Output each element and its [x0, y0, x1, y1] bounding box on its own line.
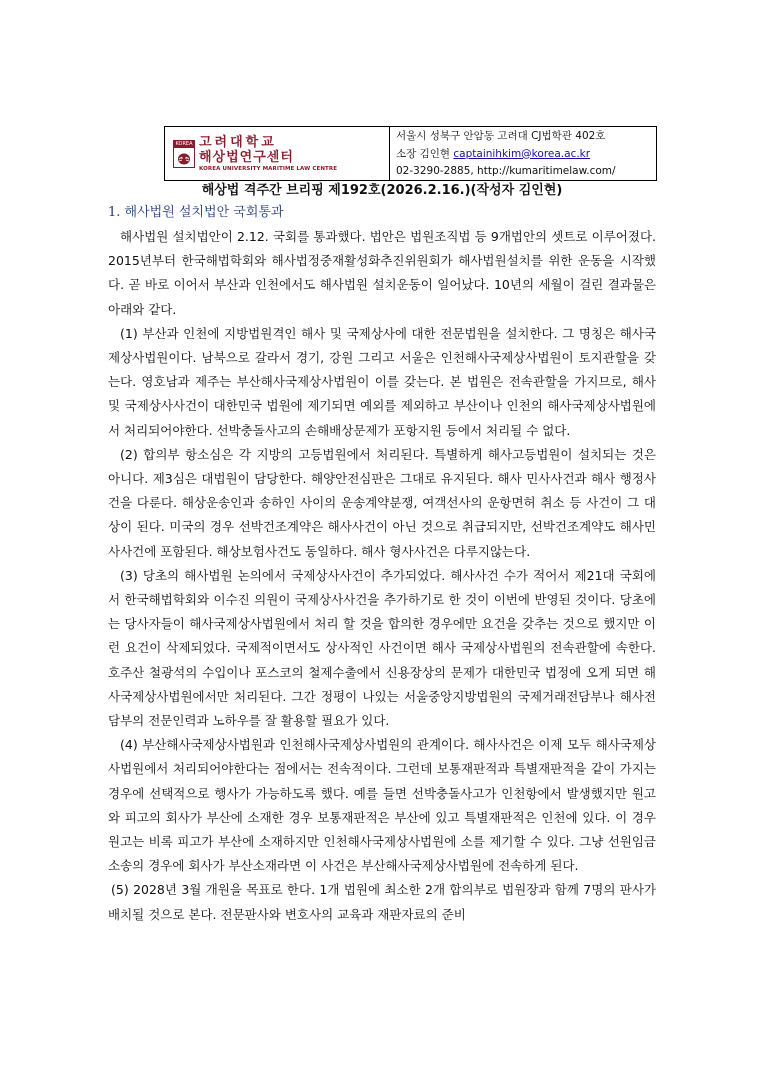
logo-text-block	[199, 135, 337, 173]
contact-info	[390, 127, 656, 180]
director-label: 소장 김인현	[396, 147, 454, 160]
paragraph: 해사법원 설치법안이 2.12. 국회를 통과했다. 법안은 법원조직법 등 9개법안의 셋트로 이루어졌다. 2015년부터 한국해법학회와 해사법정중재활성화추진위원회가 해사법원설치를 위한 운동을 시작했다. 곧 바로 이어서 부산과 인천에서도 해사법원 설치운동이 일어났다. 10년의 세월이 걸린 결과물은 아래와 같다.	[108, 229, 656, 317]
section-heading: 1. 해사법원 설치법안 국회통과	[108, 205, 284, 220]
director-line	[396, 146, 650, 164]
paragraph: (3) 당초의 해사법원 논의에서 국제상사사건이 추가되었다. 해사사건 수가 적어서 제21대 국회에서 한국해법학회와 이수진 의원이 국제상사사건을 추가하기로 한 것이 이번에 반영된 것이다. 당초에는 당사자들이 해사국제상사법원에서 처리 할 것을 합의한 경우에만 요건을 갖추는 것으로 했지만 이런 요건이 삭제되었다. 국제적이면서도 상사적인 사건이면 해사 국제상사법원의 전속관할에 속한다. 호주산 철광석의 수입이나 포스코의 철제수출에서 신용장상의 문제가 대한민국 법정에 오게 되면 해사국제상사법원에서만 처리된다. 그간 정평이 나있는 서울중앙지방법원의 국제거래전담부나 해사전담부의 전문인력과 노하우를 잘 활용할 필요가 있다.	[108, 567, 656, 729]
email-link[interactable]: captainihkim@korea.ac.kr	[453, 147, 591, 160]
paragraph: (1) 부산과 인천에 지방법원격인 해사 및 국제상사에 대한 전문법원을 설치한다. 그 명칭은 해사국제상사법원이다. 남북으로 갈라서 경기, 강원 그리고 서울은 인천해사국제상사법원이 토지관할을 갖는다. 영호남과 제주는 부산해사국제상사법원이 이를 갖는다. 본 법원은 전속관할을 가지므로, 해사 및 국제상사사건이 대한민국 법원에 제기되면 예외를 제외하고 부산이나 인천의 해사국제상사법원에서 처리되어야한다. 선박충돌사고의 손해배상문제가 포항지원 등에서 처리될 수 없다.	[108, 325, 656, 438]
paragraph: (4) 부산해사국제상사법원과 인천해사국제상사법원의 관계이다. 해사사건은 이제 모두 해사국제상사법원에서 처리되어야한다는 점에서는 전속적이다. 그런데 보통재판적과 특별재판적을 같이 가지는 경우에 선택적으로 행사가 가능하도록 했다. 예를 들면 선박충돌사고가 인천항에서 발생했지만 원고와 피고의 회사가 부산에 소재한 경우 보통재판적은 부산에 있고 특별재판적은 인천에 있다. 이 경우 원고는 비록 피고가 부산에 소재하지만 인천해사국제상사법원에 소를 제기할 수 있다. 그냥 선원임금 소송의 경우에 회사가 부산소재라면 이 사건은 부산해사국제상사법원에 전속하게 된다.	[108, 737, 656, 874]
university-emblem-icon	[173, 140, 195, 168]
address-line: 서울시 성북구 안암동 고려대 CJ법학관 402호	[396, 130, 606, 142]
emblem-label: KOREA	[175, 140, 193, 147]
center-name: 해상법연구센터	[199, 149, 294, 165]
tiger-icon	[176, 150, 192, 166]
phone-web-line[interactable]: 02-3290-2885, http://kumaritimelaw.com/	[396, 165, 616, 177]
university-name: 고려대학교	[199, 134, 277, 150]
center-logo	[165, 127, 390, 180]
paragraph: (2) 합의부 항소심은 각 지방의 고등법원에서 처리된다. 특별하게 해사고등법원이 설치되는 것은 아니다. 제3심은 대법원이 담당한다. 해양안전심판은 그대로 유지된다. 해사 민사사건과 해사 행정사건을 다룬다. 해상운송인과 송하인 사이의 운송계약분쟁, 여객선사의 운항면허 취소 등 사건이 그 대상이 된다. 미국의 경우 선박건조계약은 해사사건이 아닌 것으로 취급되지만, 선박건조계약도 해사민사사건에 포함된다. 해상보험사건도 동일하다. 해사 형사사건은 다루지않는다.	[108, 446, 656, 559]
letterhead-box	[164, 126, 657, 181]
center-english-name: KOREA UNIVERSITY MARITIME LAW CENTRE	[199, 165, 338, 172]
paragraph: (5) 2028년 3월 개원을 목표로 한다. 1개 법원에 최소한 2개 합의부로 법원장과 함께 7명의 판사가 배치될 것으로 본다. 전문판사와 변호사의 교육과 재판자료의 준비	[108, 882, 656, 922]
body-text	[108, 225, 656, 927]
briefing-title: 해상법 격주간 브리핑 제192호(2026.2.16.)(작성자 김인현)	[201, 183, 563, 198]
